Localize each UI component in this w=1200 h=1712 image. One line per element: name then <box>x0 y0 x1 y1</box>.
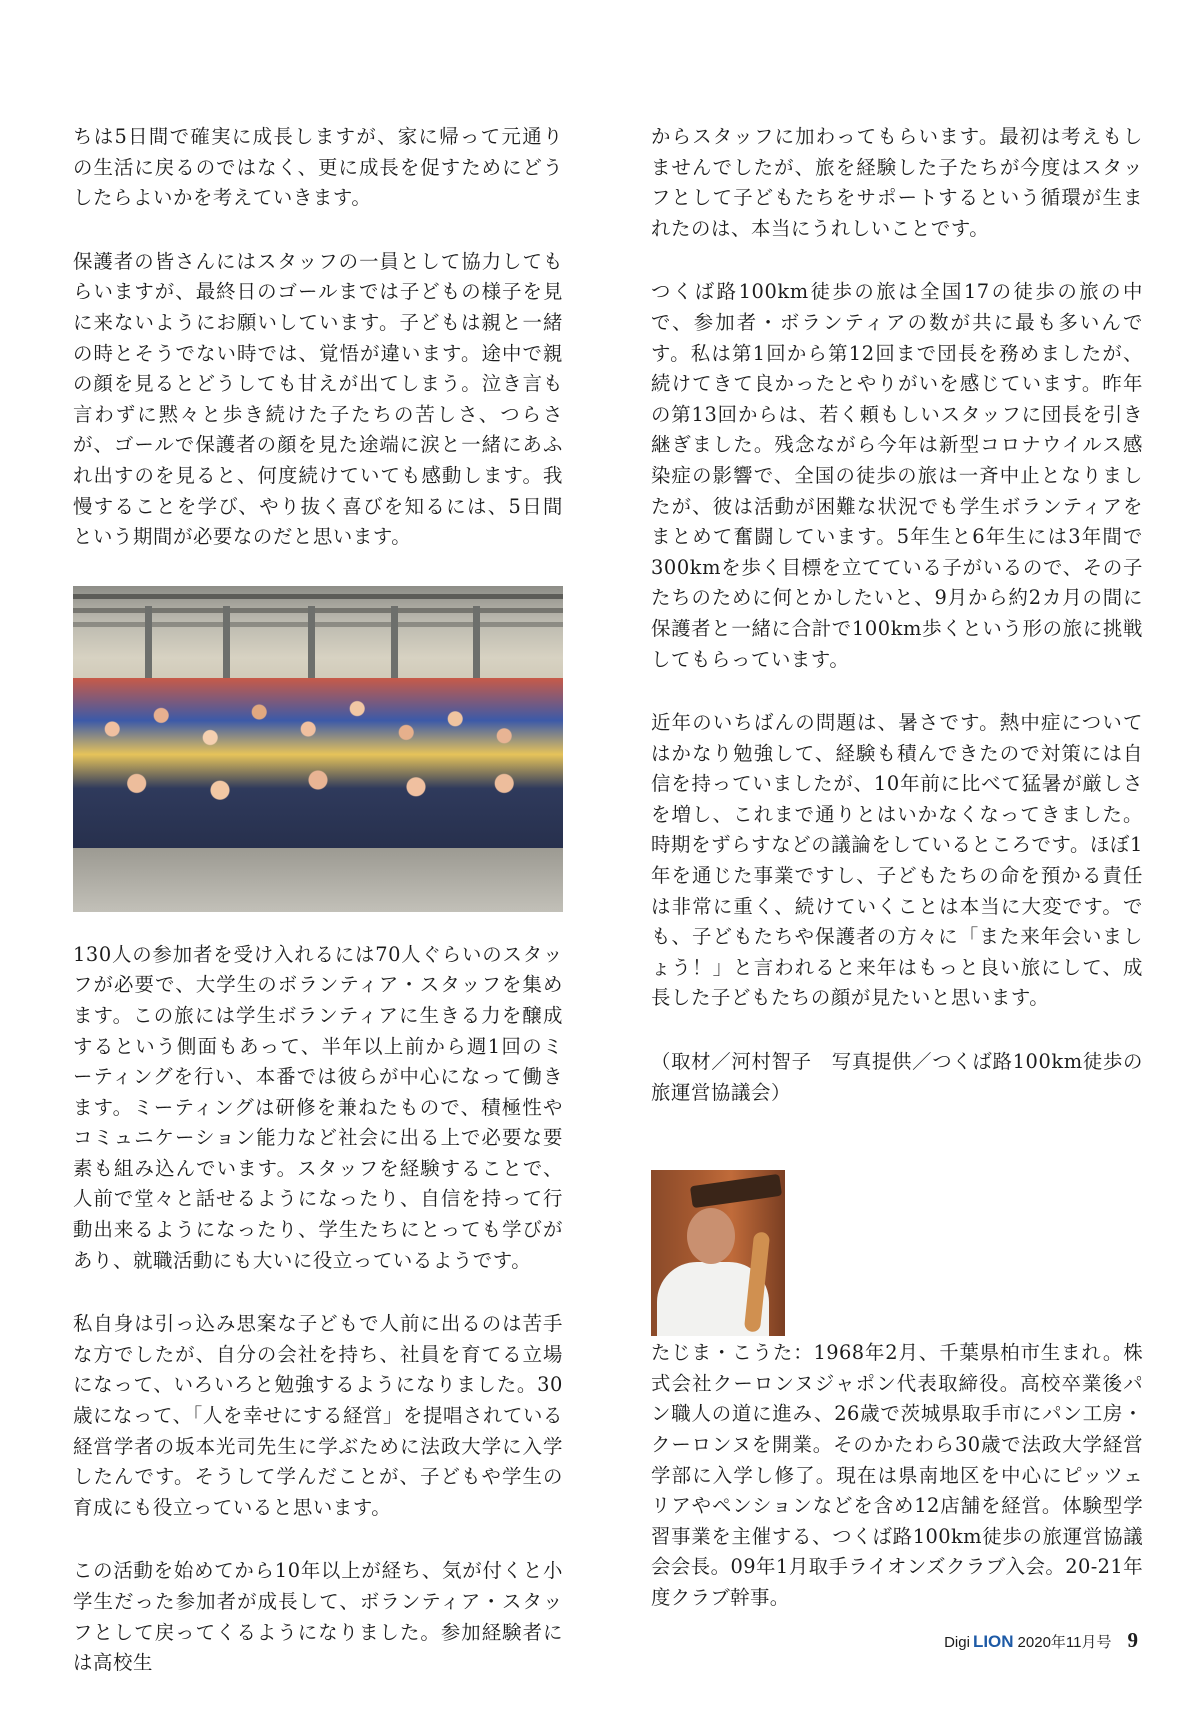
group-photo <box>73 586 563 912</box>
footer-digi: Digi <box>944 1634 970 1651</box>
author-bio: たじま・こうた：1968年2月、千葉県柏市生まれ。株式会社クーロンヌジャポン代表取締役。高校卒業後パン職人の道に進み、26歳で茨城県取手市にパン工房・クーロンヌを開業。そのかたわら30歳で法政大学経営学部に入学し修了。現在は県南地区を中心にピッツェリアやペンションなどを含め12店舗を経営。体験型学習事業を主催する、つくば路100km徒歩の旅運営協議会会長。09年1月取手ライオンズクラブ入会。20-21年度クラブ幹事。 <box>651 1341 1143 1609</box>
paragraph: 私自身は引っ込み思案な子どもで人前に出るのは苦手な方でしたが、自分の会社を持ち、社員を育てる立場になって、いろいろと勉強するようになりました。30歳になって、「人を幸せにする経営」を提唱されている経営学者の坂本光司先生に学ぶために法政大学に入学したんです。そうして学んだことが、子どもや学生の育成にも役立っていると思います。 <box>73 1312 563 1519</box>
right-column <box>651 122 1143 1614</box>
credit-line: （取材／河村智子 写真提供／つくば路100km徒歩の旅運営協議会） <box>651 1050 1143 1104</box>
paragraph: この活動を始めてから10年以上が経ち、気が付くと小学生だった参加者が成長して、ボランティア・スタッフとして戻ってくるようになりました。参加経験者には高校生 <box>73 1559 563 1675</box>
paragraph: 保護者の皆さんにはスタッフの一員として協力してもらいますが、最終日のゴールまでは子どもの様子を見に来ないようにお願いしています。子どもは親と一緒の時とそうでない時では、覚悟が違います。途中で親の顔を見るとどうしても甘えが出てしまう。泣き言も言わずに黙々と歩き続けた子たちの苦しさ、つらさが、ゴールで保護者の顔を見た途端に涙と一緒にあふれ出すのを見ると、何度続けていても感動します。我慢することを学び、やり抜く喜びを知るには、5日間という期間が必要なのだと思います。 <box>73 249 563 549</box>
paragraph: からスタッフに加わってもらいます。最初は考えもしませんでしたが、旅を経験した子たちが今度はスタッフとして子どもたちをサポートするという循環が生まれたのは、本当にうれしいことです。 <box>651 125 1143 240</box>
left-column <box>73 122 563 1712</box>
paragraph: つくば路100km徒歩の旅は全国17の徒歩の旅の中で、参加者・ボランティアの数が共に最も多いんです。私は第1回から第12回まで団長を務めましたが、続けてきて良かったとやりがいを感じています。昨年の第13回からは、若く頼もしいスタッフに団長を引き継ぎました。残念ながら今年は新型コロナウイルス感染症の影響で、全国の徒歩の旅は一斉中止となりましたが、彼は活動が困難な状況でも学生ボランティアをまとめて奮闘しています。5年生と6年生には3年間で300kmを歩く目標を立てている子がいるので、その子たちのために何とかしたいと、9月から約2カ月の間に保護者と一緒に合計で100km歩くという形の旅に挑戦してもらっています。 <box>651 280 1143 671</box>
paragraph: 近年のいちばんの問題は、暑さです。熱中症についてはかなり勉強して、経験も積んできたので対策には自信を持っていましたが、10年前に比べて猛暑が厳しさを増し、これまで通りとはいかなくなってきました。時期をずらすなどの議論をしているところです。ほぼ1年を通じた事業ですし、子どもたちの命を預かる責任は非常に重く、続けていくことは本当に大変です。でも、子どもたちや保護者の方々に「また来年会いましょう！」と言われると来年はもっと良い旅にして、成長した子どもたちの顔が見たいと思います。 <box>651 711 1143 1010</box>
page-number: 9 <box>1127 1628 1138 1652</box>
footer-issue: 2020年11月号 <box>1017 1634 1112 1651</box>
author-portrait <box>651 1170 785 1336</box>
page-footer <box>944 1628 1138 1653</box>
footer-lion-logo: LION <box>972 1632 1014 1651</box>
paragraph: 130人の参加者を受け入れるには70人ぐらいのスタッフが必要で、大学生のボランティア・スタッフを集めます。この旅には学生ボランティアに生きる力を醸成するという側面もあって、半年以上前から週1回のミーティングを行い、本番では彼らが中心になって働きます。ミーティングは研修を兼ねたもので、積極性やコミュニケーション能力など社会に出る上で必要な要素も組み込んでいます。スタッフを経験することで、人前で堂々と話せるようになったり、自信を持って行動出来るようになったり、学生たちにとっても学びがあり、就職活動にも大いに役立っているようです。 <box>73 942 563 1272</box>
paragraph: ちは5日間で確実に成長しますが、家に帰って元通りの生活に戻るのではなく、更に成長を促すためにどうしたらよいかを考えていきます。 <box>73 125 563 210</box>
